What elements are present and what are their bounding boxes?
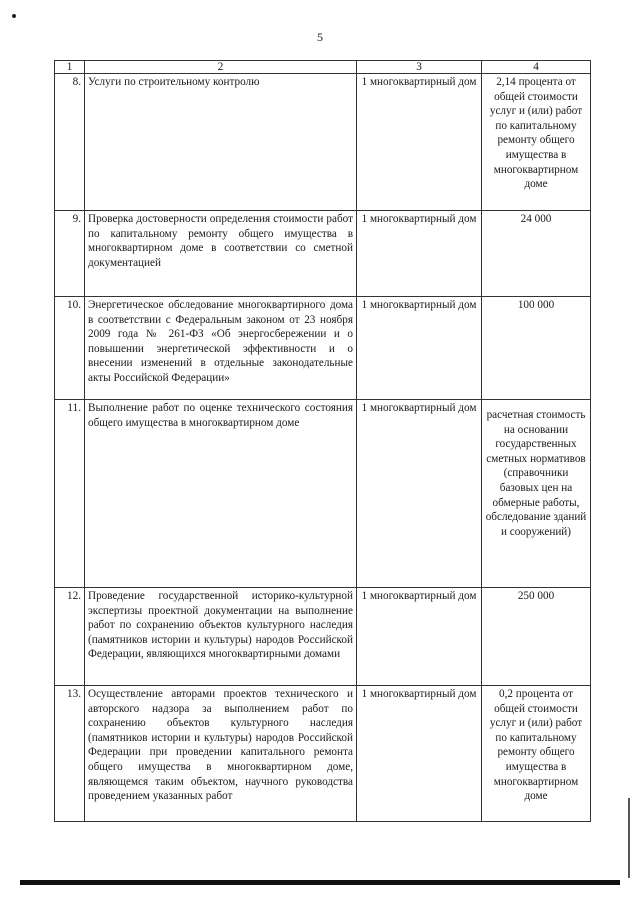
row-number: 9. [55, 211, 85, 297]
row-cost: 24 000 [482, 211, 591, 297]
row-description: Проведение государственной историко-культурной экспертизы проектной документации на выполнение работ по сохранению объектов культурного наследия (памятников истории и культуры) народов Российской Федерации, являющихся многоквартирными домами [85, 588, 357, 686]
page-number: 5 [317, 30, 323, 44]
row-unit: 1 многоквартирный дом [357, 400, 482, 588]
row-number: 11. [55, 400, 85, 588]
row-cost: 100 000 [482, 297, 591, 400]
row-number: 13. [55, 686, 85, 822]
row-description: Выполнение работ по оценке технического состояния общего имущества в многоквартирном доме [85, 400, 357, 588]
row-description: Энергетическое обследование многоквартирного дома в соответствии с Федеральным законом от 23 ноября 2009 года № 261-ФЗ «Об энергосбережении и о повышении энергетической эффективности и о внесении изменений в отдельные законодательные акты Российской Федерации» [85, 297, 357, 400]
row-unit: 1 многоквартирный дом [357, 686, 482, 822]
row-unit: 1 многоквартирный дом [357, 297, 482, 400]
column-header-3: 3 [357, 61, 482, 74]
row-unit: 1 многоквартирный дом [357, 588, 482, 686]
row-unit: 1 многоквартирный дом [357, 211, 482, 297]
row-cost: расчетная стоимость на основании государственных сметных нормативов (справочники базовых цен на обмерные работы, обследование зданий и сооружений) [482, 400, 591, 588]
row-description: Услуги по строительному контролю [85, 74, 357, 211]
column-header-4: 4 [482, 61, 591, 74]
row-description: Проверка достоверности определения стоимости работ по капитальному ремонту общего имущества в многоквартирном доме в соответствии со сметной документацией [85, 211, 357, 297]
row-number: 10. [55, 297, 85, 400]
table-row [55, 211, 591, 297]
services-table [54, 60, 591, 822]
row-unit: 1 многоквартирный дом [357, 74, 482, 211]
column-header-2: 2 [85, 61, 357, 74]
scan-bottom-bar [20, 880, 620, 885]
row-number: 12. [55, 588, 85, 686]
table-row [55, 686, 591, 822]
margin-dot [12, 14, 16, 18]
table-row [55, 297, 591, 400]
row-cost: 250 000 [482, 588, 591, 686]
scan-edge-mark [628, 798, 630, 878]
table-row [55, 400, 591, 588]
row-cost: 2,14 процента от общей стоимости услуг и (или) работ по капитальному ремонту общего имущества в многоквартирном доме [482, 74, 591, 211]
table-row [55, 588, 591, 686]
row-description: Осуществление авторами проектов технического и авторского надзора за выполнением работ по сохранению объектов культурного наследия (памятников истории и культуры) народов Российской Федерации при проведении капитального ремонта общего имущества в многоквартирном доме, являющемся таким объектом, научного руководства проведением указанных работ [85, 686, 357, 822]
column-header-1: 1 [55, 61, 85, 74]
table-row [55, 74, 591, 211]
row-cost: 0,2 процента от общей стоимости услуг и (или) работ по капитальному ремонту общего имущества в многоквартирном доме [482, 686, 591, 822]
row-number: 8. [55, 74, 85, 211]
table-header-row [55, 61, 591, 74]
